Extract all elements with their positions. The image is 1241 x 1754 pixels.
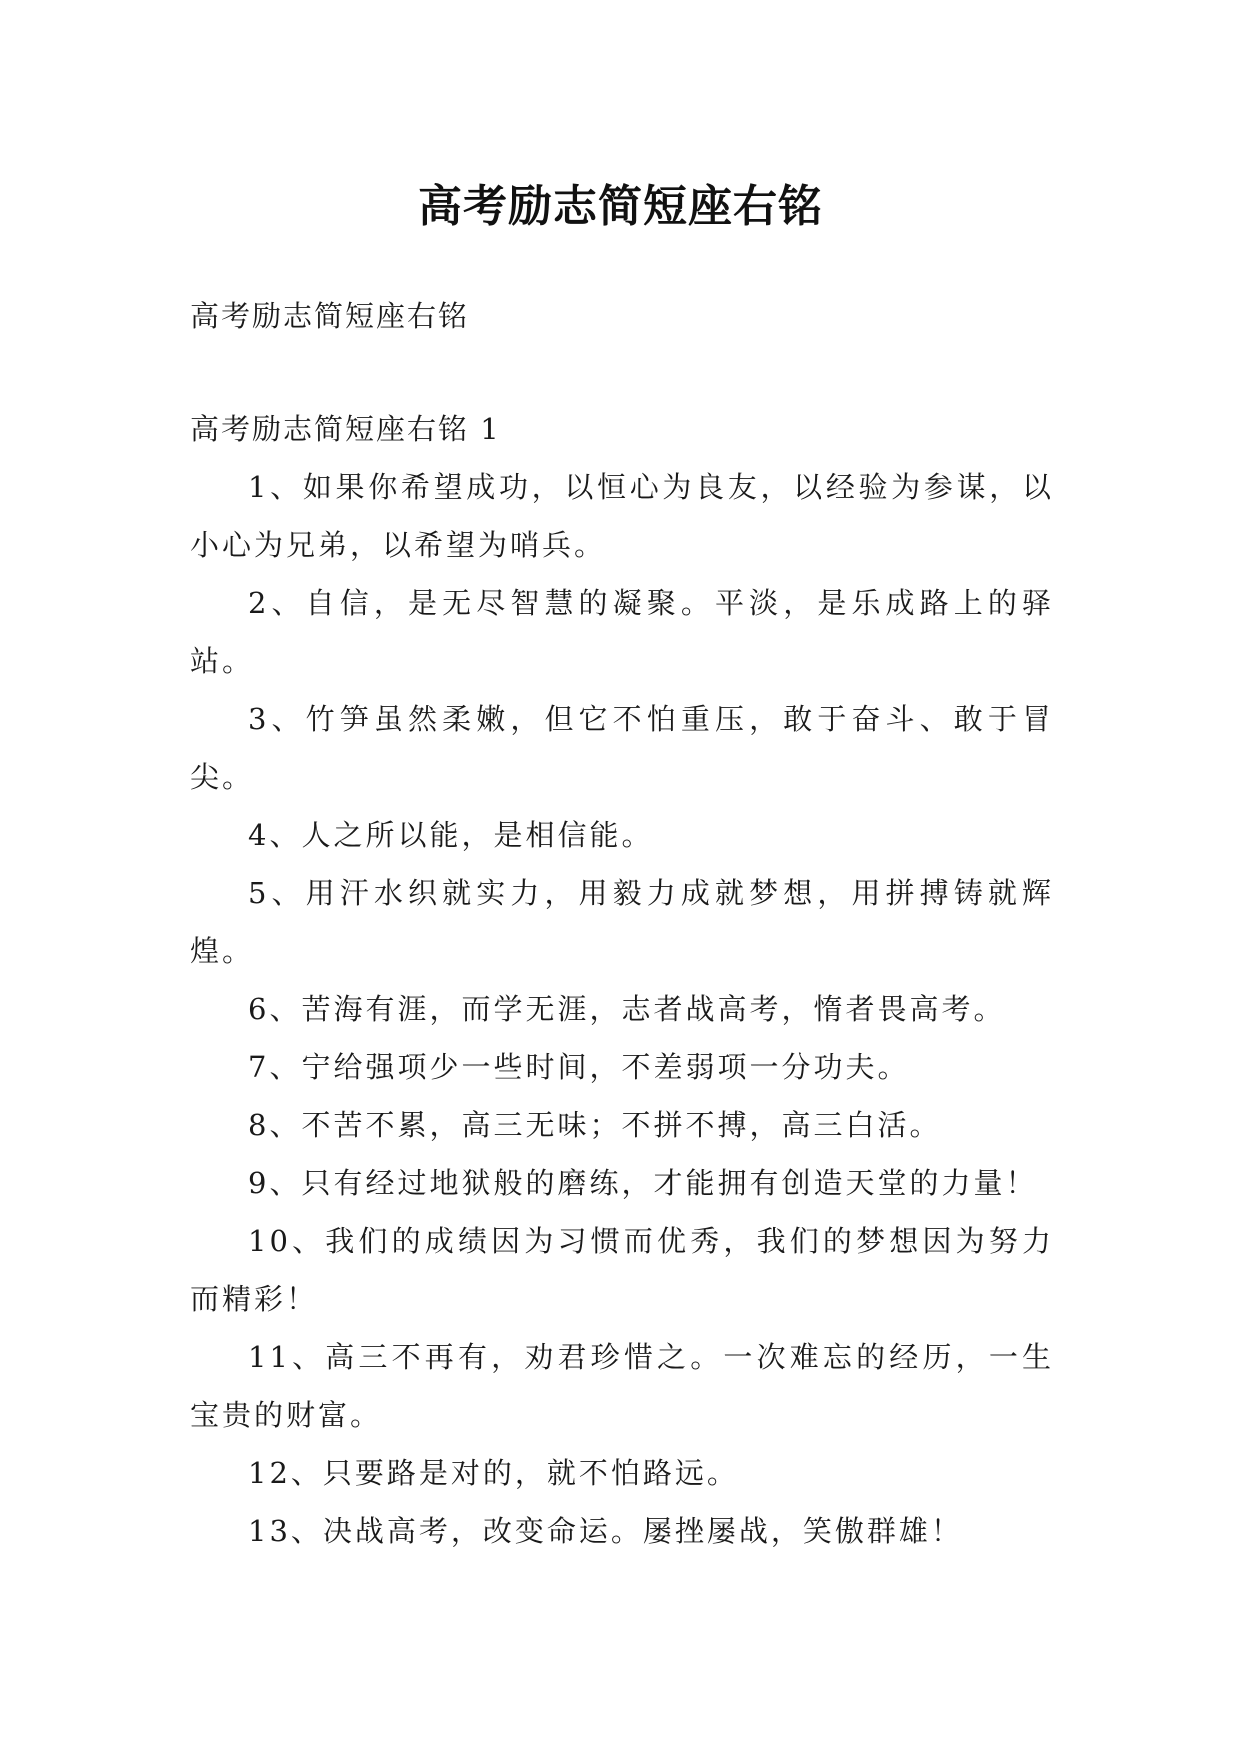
motto-item-10: 10、我们的成绩因为习惯而优秀，我们的梦想因为努力而精彩！	[190, 1224, 1054, 1316]
document-subtitle: 高考励志简短座右铭	[190, 299, 470, 333]
motto-item-2: 2、自信，是无尽智慧的凝聚。平淡，是乐成路上的驿站。	[190, 586, 1054, 678]
document-body	[190, 287, 1054, 1560]
motto-item-5: 5、用汗水织就实力，用毅力成就梦想，用拼搏铸就辉煌。	[190, 876, 1054, 968]
motto-item-9: 9、只有经过地狱般的磨练，才能拥有创造天堂的力量！	[248, 1166, 1038, 1200]
motto-item-13: 13、决战高考，改变命运。屡挫屡战，笑傲群雄！	[248, 1514, 963, 1548]
motto-item-1: 1、如果你希望成功，以恒心为良友，以经验为参谋，以小心为兄弟，以希望为哨兵。	[190, 470, 1054, 562]
motto-item-11: 11、高三不再有，劝君珍惜之。一次难忘的经历，一生宝贵的财富。	[190, 1340, 1054, 1432]
section-heading: 高考励志简短座右铭 1	[190, 412, 501, 446]
document-title: 高考励志简短座右铭	[418, 181, 823, 233]
motto-item-6: 6、苦海有涯，而学无涯，志者战高考，惰者畏高考。	[248, 992, 1006, 1026]
motto-item-3: 3、竹笋虽然柔嫩，但它不怕重压，敢于奋斗、敢于冒尖。	[190, 702, 1054, 794]
motto-item-7: 7、宁给强项少一些时间，不差弱项一分功夫。	[248, 1050, 910, 1084]
motto-list	[190, 458, 1054, 1560]
motto-item-8: 8、不苦不累，高三无味；不拼不搏，高三白活。	[248, 1108, 942, 1142]
motto-item-12: 12、只要路是对的，就不怕路远。	[248, 1456, 739, 1490]
motto-item-4: 4、人之所以能，是相信能。	[248, 818, 654, 852]
